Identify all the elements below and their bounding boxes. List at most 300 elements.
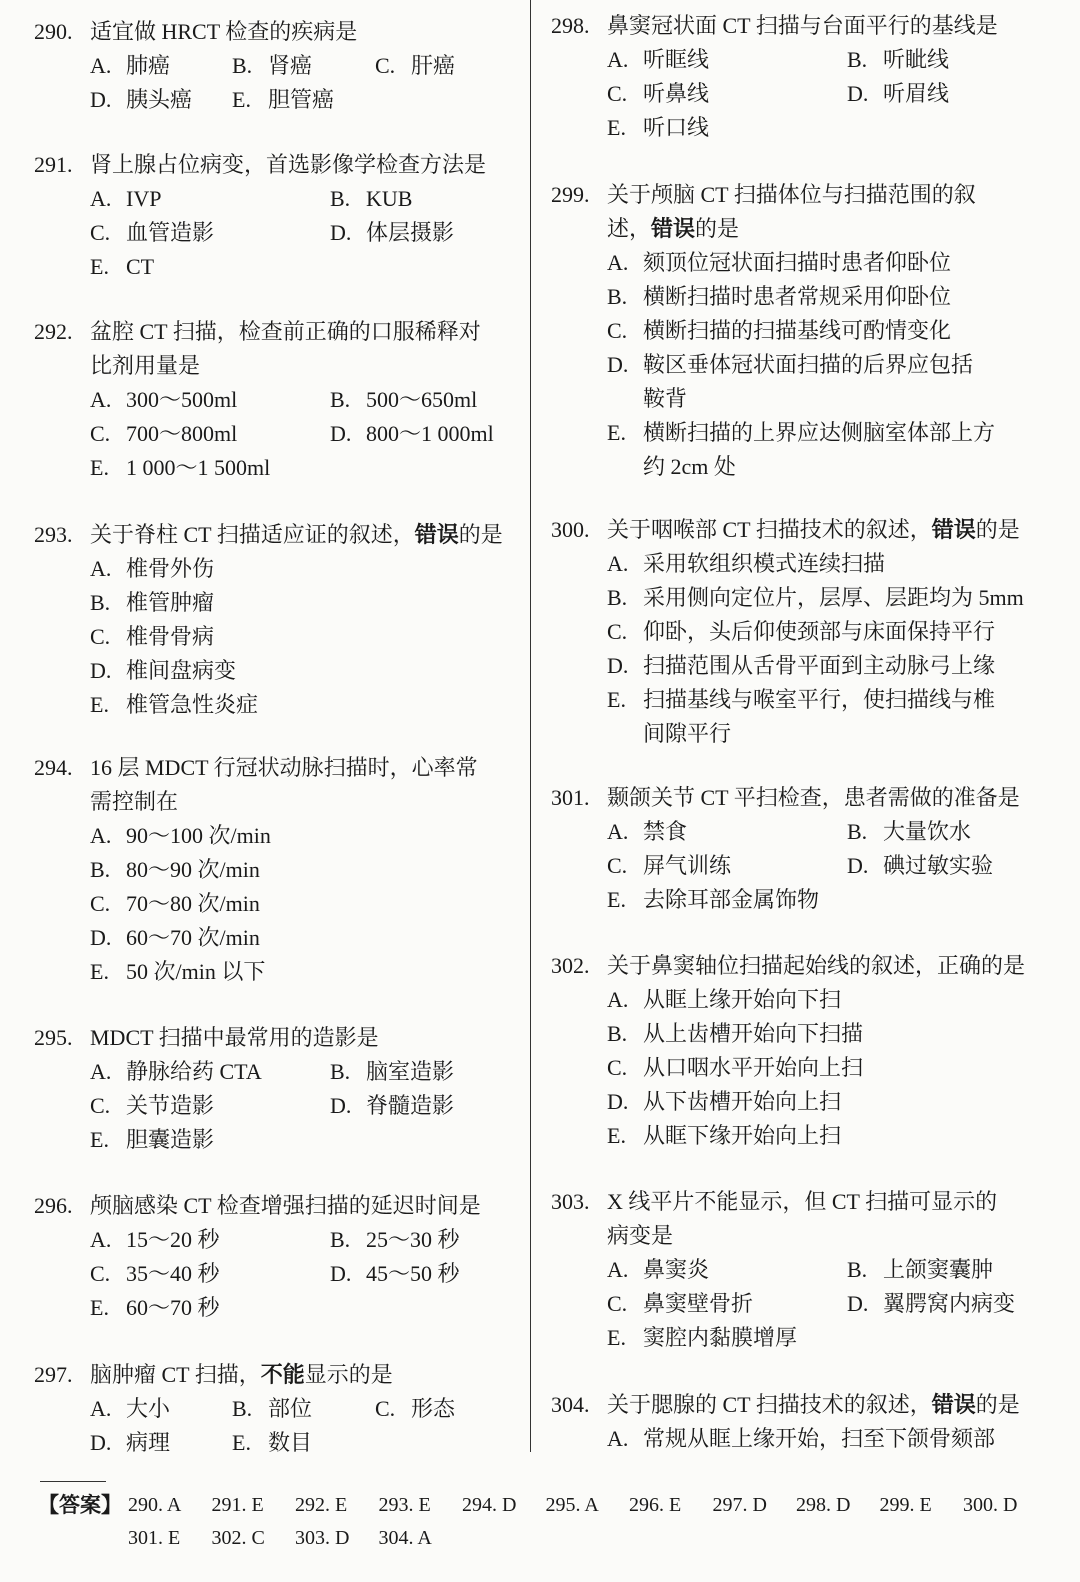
option-text: 椎间盘病变 [126, 658, 237, 683]
stem-text: 肾上腺占位病变，首选影像学检查方法是 [90, 152, 487, 177]
question-stem-line [34, 315, 519, 349]
question-number: 298. [551, 13, 590, 38]
option-row [34, 1055, 519, 1089]
option-letter: D. [330, 1093, 352, 1118]
question-stem-line [551, 513, 1041, 547]
option-row [34, 887, 519, 921]
option-e [90, 250, 154, 284]
option-a [607, 43, 709, 77]
option-b [607, 280, 951, 314]
options [34, 182, 519, 284]
option-text: 300～500ml [126, 387, 238, 412]
option-row [34, 552, 519, 586]
option-text: 70～80 次/min [126, 891, 260, 916]
option-letter: D. [90, 925, 112, 950]
options [551, 246, 1041, 484]
option-text: 碘过敏实验 [883, 853, 994, 878]
option-a [607, 246, 951, 280]
question-297 [34, 1358, 519, 1460]
option-row [34, 383, 519, 417]
option-c [607, 615, 995, 649]
option-letter: B. [330, 387, 351, 412]
option-letter: C. [607, 318, 628, 343]
options [551, 43, 1041, 145]
option-letter: B. [847, 819, 868, 844]
option-row [34, 1291, 519, 1325]
option-letter: D. [90, 87, 112, 112]
option-b [607, 581, 1024, 615]
option-c [607, 1287, 753, 1321]
option-c [607, 77, 709, 111]
stem-emphasis: 错误 [414, 522, 459, 547]
option-letter: E. [90, 455, 109, 480]
option-text: 横断扫描时患者常规采用仰卧位 [643, 284, 952, 309]
option-row [551, 615, 1041, 649]
option-row [34, 451, 519, 485]
option-row [34, 1426, 519, 1460]
stem-text: 的是 [458, 522, 503, 547]
option-c [375, 1392, 455, 1426]
option-row [551, 1287, 1041, 1321]
option-d [90, 83, 192, 117]
question-stem-line [34, 349, 519, 383]
option-b [90, 853, 260, 887]
stem-text: 的是 [975, 517, 1020, 542]
option-c [90, 620, 214, 654]
option-row [551, 416, 1041, 450]
option-b [607, 1017, 863, 1051]
option-row [34, 654, 519, 688]
option-d [90, 654, 236, 688]
options [551, 815, 1041, 917]
option-text: 肾癌 [268, 53, 313, 78]
option-text: 听鼻线 [643, 81, 710, 106]
option-text: 800～1 000ml [366, 421, 494, 446]
option-letter: B. [330, 1059, 351, 1084]
option-letter: C. [375, 1396, 396, 1421]
option-text: 形态 [411, 1396, 456, 1421]
option-text: 80～90 次/min [126, 857, 260, 882]
option-row [551, 1051, 1041, 1085]
question-stem-line [551, 178, 1041, 212]
option-letter: D. [330, 1261, 352, 1286]
option-row [551, 683, 1041, 717]
option-text: 静脉给药 CTA [126, 1059, 262, 1084]
option-letter: C. [607, 1055, 628, 1080]
option-text: 扫描基线与喉室平行，使扫描线与椎 [643, 687, 996, 712]
question-298 [551, 9, 1041, 145]
option-letter: D. [607, 1089, 629, 1114]
stem-text: MDCT 扫描中最常用的造影是 [90, 1025, 379, 1050]
option-letter: C. [607, 1291, 628, 1316]
option-d [847, 1287, 1015, 1321]
option-text: 90～100 次/min [126, 823, 271, 848]
option-d [330, 417, 494, 451]
answer-item: 304. A [378, 1527, 432, 1549]
answer-item: 294. D [462, 1494, 517, 1516]
answer-item: 295. A [545, 1494, 599, 1516]
question-number: 302. [551, 953, 590, 978]
option-row [34, 417, 519, 451]
option-a [607, 1422, 995, 1456]
option-a [90, 1223, 220, 1257]
option-letter: B. [847, 1257, 868, 1282]
option-text: 大量饮水 [883, 819, 972, 844]
option-b [330, 1055, 454, 1089]
option-letter: E. [607, 420, 626, 445]
option-a [90, 1392, 170, 1426]
option-text: 上颌窦囊肿 [883, 1257, 994, 1282]
question-303 [551, 1185, 1041, 1355]
options [34, 1223, 519, 1325]
option-c [90, 1089, 214, 1123]
stem-text: 需控制在 [90, 789, 179, 814]
answer-item: 299. E [879, 1494, 932, 1516]
options [551, 983, 1041, 1153]
question-294 [34, 751, 519, 989]
question-292 [34, 315, 519, 485]
option-text: KUB [366, 186, 413, 211]
question-stem-line [34, 518, 519, 552]
question-stem-line [34, 1021, 519, 1055]
option-text-continued: 约 2cm 处 [643, 454, 736, 479]
option-row [34, 182, 519, 216]
question-number: 295. [34, 1025, 73, 1050]
option-d [90, 921, 260, 955]
option-row [34, 955, 519, 989]
option-e [607, 416, 995, 450]
answer-item: 291. E [211, 1494, 264, 1516]
option-b [330, 182, 412, 216]
question-302 [551, 949, 1041, 1153]
option-c [90, 216, 214, 250]
option-text: 椎骨骨病 [126, 624, 215, 649]
option-row [551, 111, 1041, 145]
option-text: 肝癌 [411, 53, 456, 78]
option-text: 肺癌 [126, 53, 171, 78]
option-letter: C. [607, 853, 628, 878]
option-text: 听口线 [643, 115, 710, 140]
option-letter: A. [90, 1059, 112, 1084]
option-text: 从上齿槽开始向下扫描 [643, 1021, 864, 1046]
options [34, 1055, 519, 1157]
option-text: 从下齿槽开始向上扫 [643, 1089, 842, 1114]
option-e [607, 883, 819, 917]
option-row [34, 1089, 519, 1123]
option-letter: E. [90, 959, 109, 984]
stem-text: 病变是 [607, 1223, 674, 1248]
stem-text: 的是 [695, 216, 740, 241]
option-text: 胆管癌 [268, 87, 335, 112]
option-d [607, 1085, 841, 1119]
option-text: 横断扫描的上界应达侧脑室体部上方 [643, 420, 996, 445]
stem-emphasis: 错误 [651, 216, 696, 241]
option-text: 1 000～1 500ml [126, 455, 271, 480]
option-letter: C. [90, 1261, 111, 1286]
option-text: 听眦线 [883, 47, 950, 72]
option-b [847, 1253, 993, 1287]
option-row [551, 1119, 1041, 1153]
option-text: 鼻窦炎 [643, 1257, 710, 1282]
answer-item: 301. E [128, 1527, 181, 1549]
stem-text: 脑肿瘤 CT 扫描， [90, 1362, 261, 1387]
option-e [90, 1291, 220, 1325]
option-letter: E. [607, 1123, 626, 1148]
option-letter: B. [607, 284, 628, 309]
option-row [551, 883, 1041, 917]
option-letter: A. [90, 186, 112, 211]
option-letter: D. [847, 1291, 869, 1316]
option-letter: D. [90, 1430, 112, 1455]
question-293 [34, 518, 519, 722]
question-stem-line [34, 1189, 519, 1223]
option-letter: B. [607, 1021, 628, 1046]
option-letter: A. [90, 1396, 112, 1421]
option-letter: C. [90, 421, 111, 446]
answer-item: 302. C [211, 1527, 265, 1549]
question-stem-line [34, 751, 519, 785]
option-letter: C. [90, 624, 111, 649]
option-letter: A. [90, 53, 112, 78]
option-text: 鼻窦壁骨折 [643, 1291, 754, 1316]
stem-text: 述， [607, 216, 652, 241]
option-row [551, 1422, 1041, 1456]
option-row [551, 547, 1041, 581]
option-text: 椎管肿瘤 [126, 590, 215, 615]
option-letter: D. [847, 81, 869, 106]
question-295 [34, 1021, 519, 1157]
answer-item: 300. D [963, 1494, 1018, 1516]
stem-text: 的是 [975, 1392, 1020, 1417]
option-row [551, 1253, 1041, 1287]
option-letter: B. [90, 857, 111, 882]
question-291 [34, 148, 519, 284]
option-text: 横断扫描的扫描基线可酌情变化 [643, 318, 952, 343]
option-letter: A. [90, 387, 112, 412]
option-d [847, 77, 949, 111]
option-text: 脊髓造影 [366, 1093, 455, 1118]
option-text: 禁食 [643, 819, 688, 844]
option-text: 采用侧向定位片，层厚、层距均为 5mm [643, 585, 1024, 610]
answer-item: 290. A [128, 1494, 182, 1516]
question-stem-line [34, 15, 519, 49]
option-row [551, 983, 1041, 1017]
stem-text: 关于咽喉部 CT 扫描技术的叙述， [607, 517, 932, 542]
option-letter: B. [232, 1396, 253, 1421]
option-letter: A. [607, 1257, 629, 1282]
question-number: 296. [34, 1193, 73, 1218]
option-letter: D. [330, 421, 352, 446]
option-letter: B. [90, 590, 111, 615]
stem-text: 盆腔 CT 扫描，检查前正确的口服稀释对 [90, 319, 481, 344]
option-a [607, 983, 841, 1017]
option-text: 采用软组织模式连续扫描 [643, 551, 886, 576]
question-stem-line [551, 1185, 1041, 1219]
column-divider [530, 0, 531, 1452]
option-letter: E. [607, 1325, 626, 1350]
option-text: 从眶下缘开始向上扫 [643, 1123, 842, 1148]
option-letter: A. [607, 47, 629, 72]
option-d [330, 1257, 460, 1291]
option-c [607, 849, 731, 883]
option-e [607, 111, 709, 145]
stem-emphasis: 错误 [931, 517, 976, 542]
option-text: 血管造影 [126, 220, 215, 245]
option-b [847, 43, 949, 77]
option-text: 体层摄影 [366, 220, 455, 245]
options [34, 1392, 519, 1460]
option-text: 从眶上缘开始向下扫 [643, 987, 842, 1012]
option-text-continued: 鞍背 [643, 386, 688, 411]
option-row [551, 246, 1041, 280]
stem-text: 鼻窦冠状面 CT 扫描与台面平行的基线是 [607, 13, 998, 38]
answer-item: 296. E [629, 1494, 682, 1516]
stem-text: 关于脊柱 CT 扫描适应证的叙述， [90, 522, 415, 547]
option-text: 去除耳部金属饰物 [643, 887, 820, 912]
question-stem-line [551, 1219, 1041, 1253]
stem-text: 关于颅脑 CT 扫描体位与扫描范围的叙 [607, 182, 976, 207]
option-letter: E. [607, 687, 626, 712]
option-row [551, 1321, 1041, 1355]
option-row [34, 586, 519, 620]
option-row [551, 280, 1041, 314]
option-c [607, 314, 951, 348]
stem-text: 颞颌关节 CT 平扫检查，患者需做的准备是 [607, 785, 1020, 810]
option-a [90, 819, 271, 853]
option-letter: C. [375, 53, 396, 78]
option-text: 50 次/min 以下 [126, 959, 266, 984]
option-row [34, 49, 519, 83]
option-c [90, 1257, 220, 1291]
option-text: 关节造影 [126, 1093, 215, 1118]
question-number: 297. [34, 1362, 73, 1387]
option-letter: B. [607, 585, 628, 610]
option-row [551, 43, 1041, 77]
option-text: 椎管急性炎症 [126, 692, 259, 717]
option-letter: A. [607, 250, 629, 275]
stem-text: 关于腮腺的 CT 扫描技术的叙述， [607, 1392, 932, 1417]
option-letter: C. [90, 891, 111, 916]
option-row [551, 649, 1041, 683]
option-letter: B. [847, 47, 868, 72]
option-row [34, 1257, 519, 1291]
option-e [607, 683, 995, 717]
option-row [551, 77, 1041, 111]
question-stem-line [551, 781, 1041, 815]
option-text: 25～30 秒 [366, 1227, 460, 1252]
option-row [551, 348, 1041, 382]
question-number: 304. [551, 1392, 590, 1417]
option-e [607, 1321, 797, 1355]
question-300 [551, 513, 1041, 751]
option-letter: B. [232, 53, 253, 78]
option-text: IVP [126, 186, 162, 211]
option-e [232, 83, 334, 117]
options [34, 383, 519, 485]
question-299 [551, 178, 1041, 484]
option-e [90, 955, 265, 989]
option-text: 脑室造影 [366, 1059, 455, 1084]
option-row [551, 815, 1041, 849]
option-row [34, 1123, 519, 1157]
option-text: 屏气训练 [643, 853, 732, 878]
option-letter: A. [607, 987, 629, 1012]
question-number: 290. [34, 19, 73, 44]
option-text: 500～650ml [366, 387, 478, 412]
option-text: 45～50 秒 [366, 1261, 460, 1286]
options [551, 1422, 1041, 1456]
answer-item: 293. E [378, 1494, 431, 1516]
option-e [90, 451, 270, 485]
option-letter: D. [330, 220, 352, 245]
option-b [232, 1392, 312, 1426]
stem-text: 关于鼻窦轴位扫描起始线的叙述，正确的是 [607, 953, 1026, 978]
options [34, 819, 519, 989]
question-stem-line [34, 785, 519, 819]
option-text: 窦腔内黏膜增厚 [643, 1325, 798, 1350]
option-text: 部位 [268, 1396, 313, 1421]
options [34, 552, 519, 722]
option-a [90, 1055, 262, 1089]
option-row [34, 819, 519, 853]
option-letter: C. [607, 81, 628, 106]
option-letter: E. [232, 87, 251, 112]
option-text: 从口咽水平开始向上扫 [643, 1055, 864, 1080]
option-row [551, 314, 1041, 348]
option-letter: A. [90, 556, 112, 581]
option-text: 病理 [126, 1430, 171, 1455]
question-number: 299. [551, 182, 590, 207]
question-296 [34, 1189, 519, 1325]
option-b [90, 586, 214, 620]
option-letter: B. [330, 1227, 351, 1252]
option-row [34, 853, 519, 887]
stem-text: 16 层 MDCT 行冠状动脉扫描时，心率常 [90, 755, 478, 780]
option-text: 胆囊造影 [126, 1127, 215, 1152]
option-letter: A. [607, 819, 629, 844]
question-stem-line [551, 1388, 1041, 1422]
option-a [607, 547, 885, 581]
option-b [330, 1223, 460, 1257]
option-letter: E. [607, 115, 626, 140]
option-text-continued: 间隙平行 [643, 721, 732, 746]
option-letter: B. [330, 186, 351, 211]
option-text: 大小 [126, 1396, 171, 1421]
question-number: 293. [34, 522, 73, 547]
option-letter: A. [607, 551, 629, 576]
option-text: 听眶线 [643, 47, 710, 72]
option-row [34, 1223, 519, 1257]
question-304 [551, 1388, 1041, 1456]
question-number: 303. [551, 1189, 590, 1214]
option-letter: E. [232, 1430, 251, 1455]
option-b [847, 815, 971, 849]
option-b [232, 49, 312, 83]
option-letter: D. [90, 658, 112, 683]
question-number: 291. [34, 152, 73, 177]
option-row [34, 688, 519, 722]
option-e [607, 1119, 841, 1153]
stem-text: X 线平片不能显示，但 CT 扫描可显示的 [607, 1189, 998, 1214]
answer-item: 292. E [295, 1494, 348, 1516]
option-text: 椎骨外伤 [126, 556, 215, 581]
option-letter: A. [90, 823, 112, 848]
option-text: 翼腭窝内病变 [883, 1291, 1016, 1316]
stem-text: 颅脑感染 CT 检查增强扫描的延迟时间是 [90, 1193, 481, 1218]
option-d [607, 649, 995, 683]
option-e [90, 688, 258, 722]
option-letter: C. [90, 220, 111, 245]
